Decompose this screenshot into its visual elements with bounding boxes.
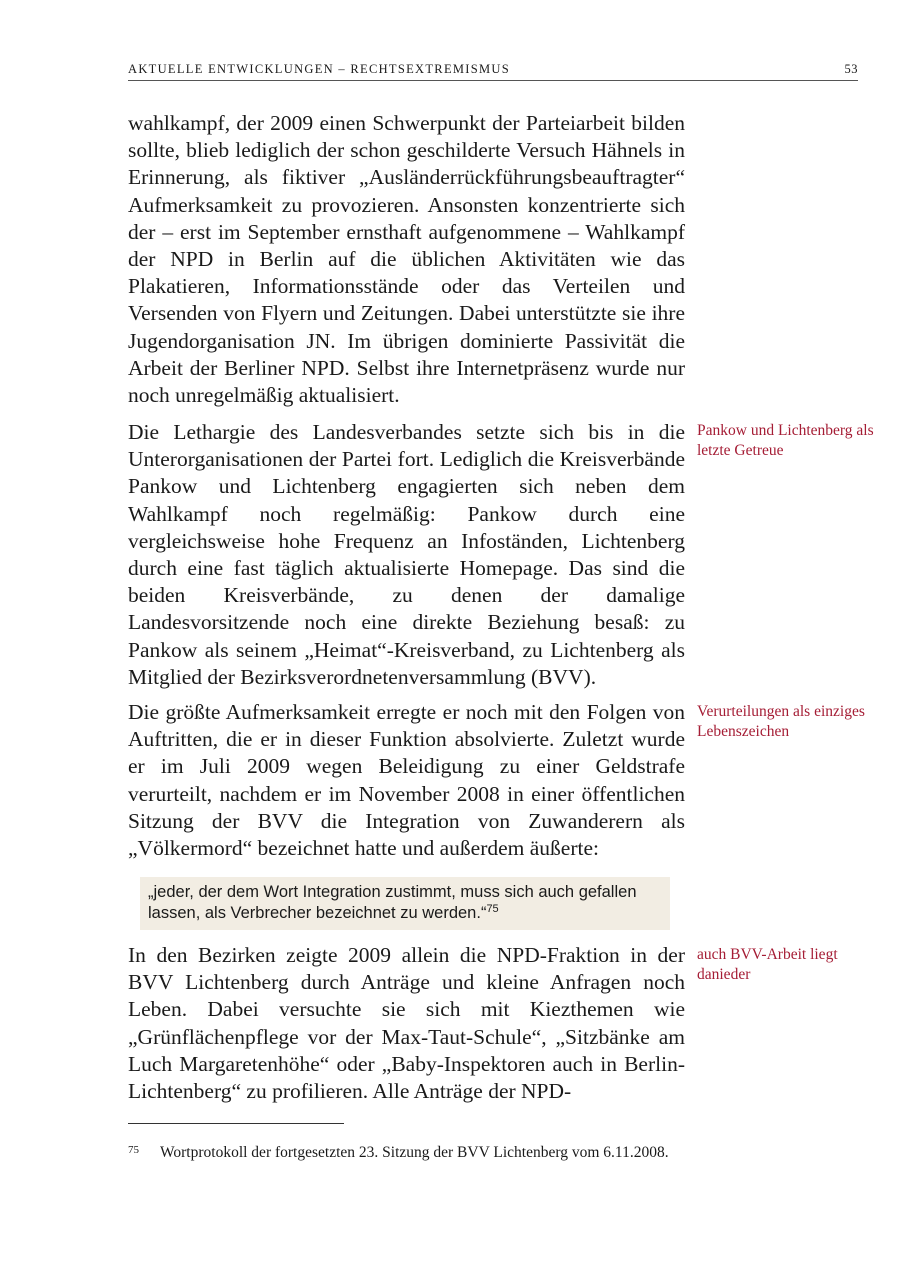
body-paragraph-3: Die größte Aufmerksamkeit erregte er noch mit den Folgen von Auftritten, die er in dieser Funktion absolvierte. Zuletzt wurde er im Juli 2009 wegen Beleidigung zu einer Geldstrafe verurteilt, nachdem er im November 2008 in einer öffentlichen Sitzung der BVV die Integration von Zuwanderern als „Völkermord“ bezeichnet hatte und außerdem äußerte: [128,700,685,861]
body-paragraph-2: Die Lethargie des Landesverbandes setzte sich bis in die Unterorganisationen der Partei fort. Lediglich die Kreisverbände Pankow und Lichtenberg engagierten sich neben dem Wahlkampf noch regelmäßig: Pankow durch eine vergleichsweise hohe Frequenz an Infoständen, Lichtenberg durch eine fast täglich aktualisierte Homepage. Das sind die beiden Kreisverbände, zu denen der damalige Landesvorsitzende noch eine direkte Beziehung besaß: zu Pankow als seinem „Heimat“-Kreisverband, zu Lichtenberg als Mitglied der Bezirksverordnetenversammlung (BVV). [128,420,685,689]
margin-note-1: Pankow und Lichtenberg als letzte Getreue [697,422,874,459]
footnote [128,1142,685,1163]
footnote-divider [128,1123,344,1124]
footnote-number: 75 [128,1144,139,1156]
body-paragraph-1: wahlkampf, der 2009 einen Schwerpunkt der Parteiarbeit bilden sollte, blieb lediglich der schon geschilderte Versuch Hähnels in Erinnerung, als fiktiver „Ausländerrückführungsbeauftragter“ Aufmerksamkeit zu provozieren. Ansonsten konzentrierte sich der – erst im September ernsthaft aufgenommene – Wahlkampf der NPD in Berlin auf die üblichen Aktivitäten wie das Plakatieren, Informationsstände oder das Verteilen und Versenden von Flyern und Zeitungen. Dabei unterstützte sie ihre Jugendorganisation JN. Im übrigen dominierte Passivität die Arbeit der Berliner NPD. Selbst ihre Internetpräsenz wurde nur noch unregelmäßig aktualisiert. [128,111,685,408]
quote-footnote-ref[interactable]: 75 [486,903,499,915]
page-number: 53 [844,62,858,76]
footnote-text: Wortprotokoll der fortgesetzten 23. Sitzung der BVV Lichtenberg vom 6.11.2008. [160,1144,669,1161]
body-paragraph-4: In den Bezirken zeigte 2009 allein die NPD-Fraktion in der BVV Lichtenberg durch Anträge und kleine Anfragen noch Leben. Dabei versuchte sie sich mit Kiezthemen wie „Grünflächenpflege vor der Max-Taut-Schule“, „Sitzbänke am Luch Margaretenhöhe“ oder „Baby-Inspektoren auch in Berlin-Lichtenberg“ zu profilieren. Alle Anträge der NPD- [128,943,685,1104]
margin-note-3: auch BVV-Arbeit liegt danieder [697,946,838,983]
block-quote [140,877,670,930]
quote-text: „jeder, der dem Wort Integration zustimmt, muss sich auch gefallen lassen, als Verbrecher bezeichnet zu werden.“ [148,883,637,922]
margin-note-2: Verurteilungen als einziges Lebenszeichen [697,703,865,740]
running-title: AKTUELLE ENTWICKLUNGEN – RECHTSEXTREMISMUS [128,62,511,76]
running-header [128,62,858,81]
